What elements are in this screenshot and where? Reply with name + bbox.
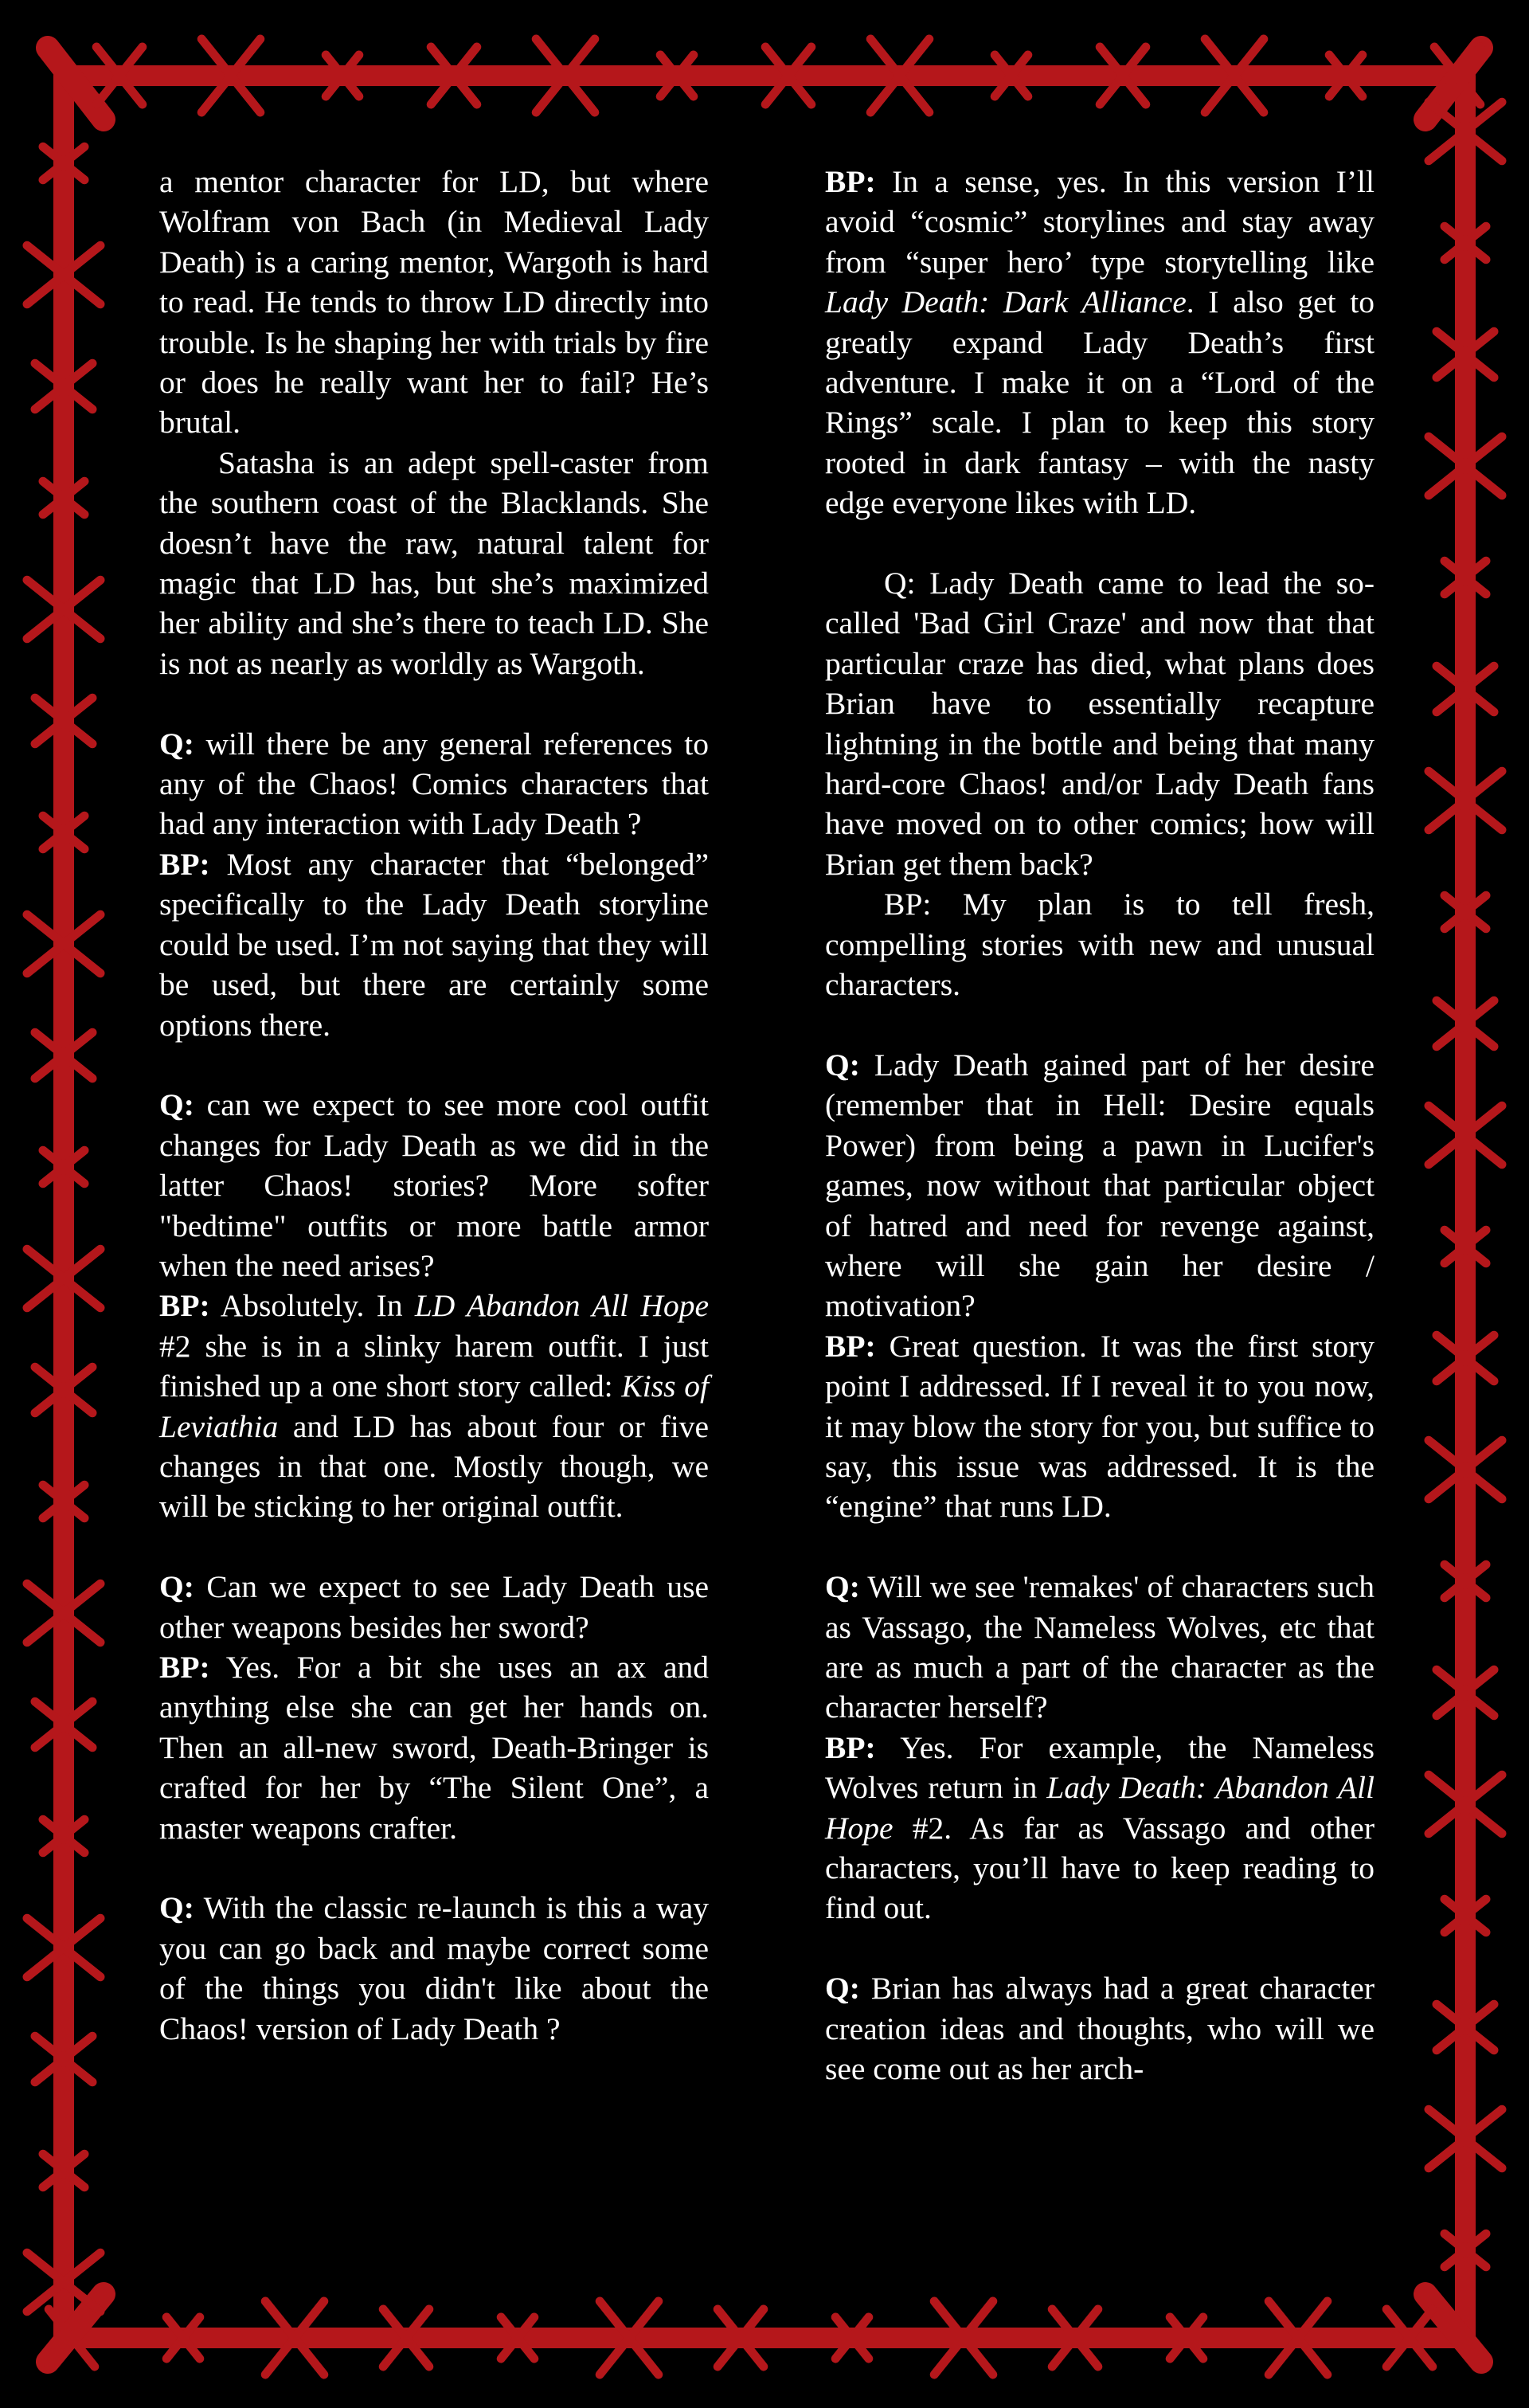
q-label: Q: [825, 1569, 860, 1605]
answer-text: Yes. For example, the Nameless Wolves return in [825, 1729, 1375, 1806]
paragraph-mentor: a mentor character for LD, but where Wolfram von Bach (in Medieval Lady Death) is a caring mentor, Wargoth is hard to read. He tends to throw LD directly into trouble. Is he shaping her with trials by fire or does he really want her to fail? He’s brutal. [159, 164, 709, 440]
q-label: Q: [159, 1890, 194, 1926]
question-text: can we expect to see more cool outfit changes for Lady Death as we did in the latter Chaos! stories? More softer "bedtime" outfits or more battle armor when the need arises? [159, 1087, 709, 1283]
answer [159, 1647, 709, 1848]
question-text: With the classic re-launch is this a way you can go back and maybe correct some of the things you didn't like about the Chaos! version of Lady Death ? [159, 1890, 709, 2046]
qa-outfit-changes [159, 1085, 709, 1526]
q-label: Q: [159, 726, 194, 762]
question [825, 1045, 1375, 1326]
answer [825, 1326, 1375, 1527]
bp-label: BP: [825, 1729, 876, 1765]
qa-chaos-references [159, 724, 709, 1045]
right-column [825, 162, 1375, 2089]
qa-other-weapons [159, 1567, 709, 1848]
title-abandon-all-hope: LD Abandon All Hope [414, 1288, 709, 1324]
question [159, 724, 709, 844]
title-abandon-all-hope: Lady Death: Abandon All Hope [825, 1770, 1375, 1846]
answer-text: In a sense, yes. In this version I’ll avoid “cosmic” storylines and stay away from “super hero’ type storytelling like [825, 164, 1375, 280]
answer-text: Most any character that “belonged” specifically to the Lady Death storyline could be used. I’m not saying that they will be used, but there are certainly some options there. [159, 846, 709, 1043]
title-kiss-of-leviathia: Kiss of Leviathia [159, 1368, 709, 1444]
question [159, 1888, 709, 2049]
title-dark-alliance: Lady Death: Dark Alliance [825, 284, 1187, 320]
bp-label: BP: [825, 1328, 876, 1364]
answer [159, 1286, 709, 1526]
question-text: Can we expect to see Lady Death use other weapons besides her sword? [159, 1569, 709, 1645]
answer-text: #2. As far as Vassago and other characters, you’ll have to keep reading to find out. [825, 1810, 1375, 1926]
question [159, 1567, 709, 1647]
answer-text: Great question. It was the first story point I addressed. If I reveal it to you now, it may blow the story for you, but suffice to say, this issue was addressed. It is the “engine” that runs LD. [825, 1328, 1375, 1525]
bp-label: BP: [159, 1288, 210, 1324]
question-text: Will we see 'remakes' of characters such as Vassago, the Nameless Wolves, etc that are as much a part of the character as the character herself? [825, 1569, 1375, 1725]
answer-text: Yes. For a bit she uses an ax and anything else she can get her hands on. Then an all-new sword, Death-Bringer is crafted for her by “The Silent One”, a master weapons crafter. [159, 1649, 709, 1846]
question [825, 1968, 1375, 2089]
qa-arch-enemy [825, 1968, 1375, 2089]
qa-character-remakes [825, 1567, 1375, 1928]
question-bad-girl-craze: Q: Lady Death came to lead the so-called 'Bad Girl Craze' and now that that particular craze has died, what plans does Brian have to essentially recapture lightning in the bottle and being that many hard-core Chaos! and/or Lady Death fans have moved on to other comics; how will Brian get them back? [825, 566, 1375, 882]
question-text: Brian has always had a great character creation ideas and thoughts, who will we see come out as her arch- [825, 1971, 1375, 2087]
answer-text: Absolutely. In [209, 1288, 415, 1324]
answer-text: #2 she is in a slinky harem outfit. I just finished up a one short story called: [159, 1328, 709, 1404]
answer-text: . I also get to greatly expand Lady Death’s first adventure. I make it on a “Lord of the Rings” scale. I plan to keep this story rooted in dark fantasy – with the nasty edge everyone likes with LD. [825, 284, 1375, 521]
bp-label: BP: [159, 1649, 210, 1685]
paragraph-satasha: Satasha is an adept spell-caster from the southern coast of the Blacklands. She doesn’t have the raw, natural talent for magic that LD has, but she’s maximized her ability and she’s there to teach LD. She is not as nearly as worldly as Wargoth. [159, 444, 709, 681]
left-column [159, 162, 709, 2049]
answer [825, 1728, 1375, 1928]
bp-label: BP: [159, 846, 210, 882]
answer-classic-relaunch [825, 162, 1375, 523]
question-text: Lady Death gained part of her desire (remember that in Hell: Desire equals Power) from being a pawn in Lucifer's games, now without that particular object of hatred and need for revenge against, where will she gain her desire / motivation? [825, 1047, 1375, 1324]
q-label: Q: [159, 1569, 194, 1605]
bp-label: BP: [825, 164, 876, 199]
answer-bad-girl-craze: BP: My plan is to tell fresh, compelling stories with new and unusual characters. [825, 887, 1375, 1003]
answer-text: and LD has about four or five changes in that one. Mostly though, we will be sticking to her original outfit. [159, 1408, 709, 1525]
answer [159, 844, 709, 1045]
question [159, 1085, 709, 1286]
qa-desire-motivation [825, 1045, 1375, 1527]
q-label: Q: [159, 1087, 194, 1123]
q-label: Q: [825, 1047, 860, 1083]
q-label: Q: [825, 1971, 860, 2007]
question-text: will there be any general references to any of the Chaos! Comics characters that had any interaction with Lady Death ? [159, 726, 709, 842]
question [825, 1567, 1375, 1728]
qa-classic-relaunch [159, 1888, 709, 2049]
